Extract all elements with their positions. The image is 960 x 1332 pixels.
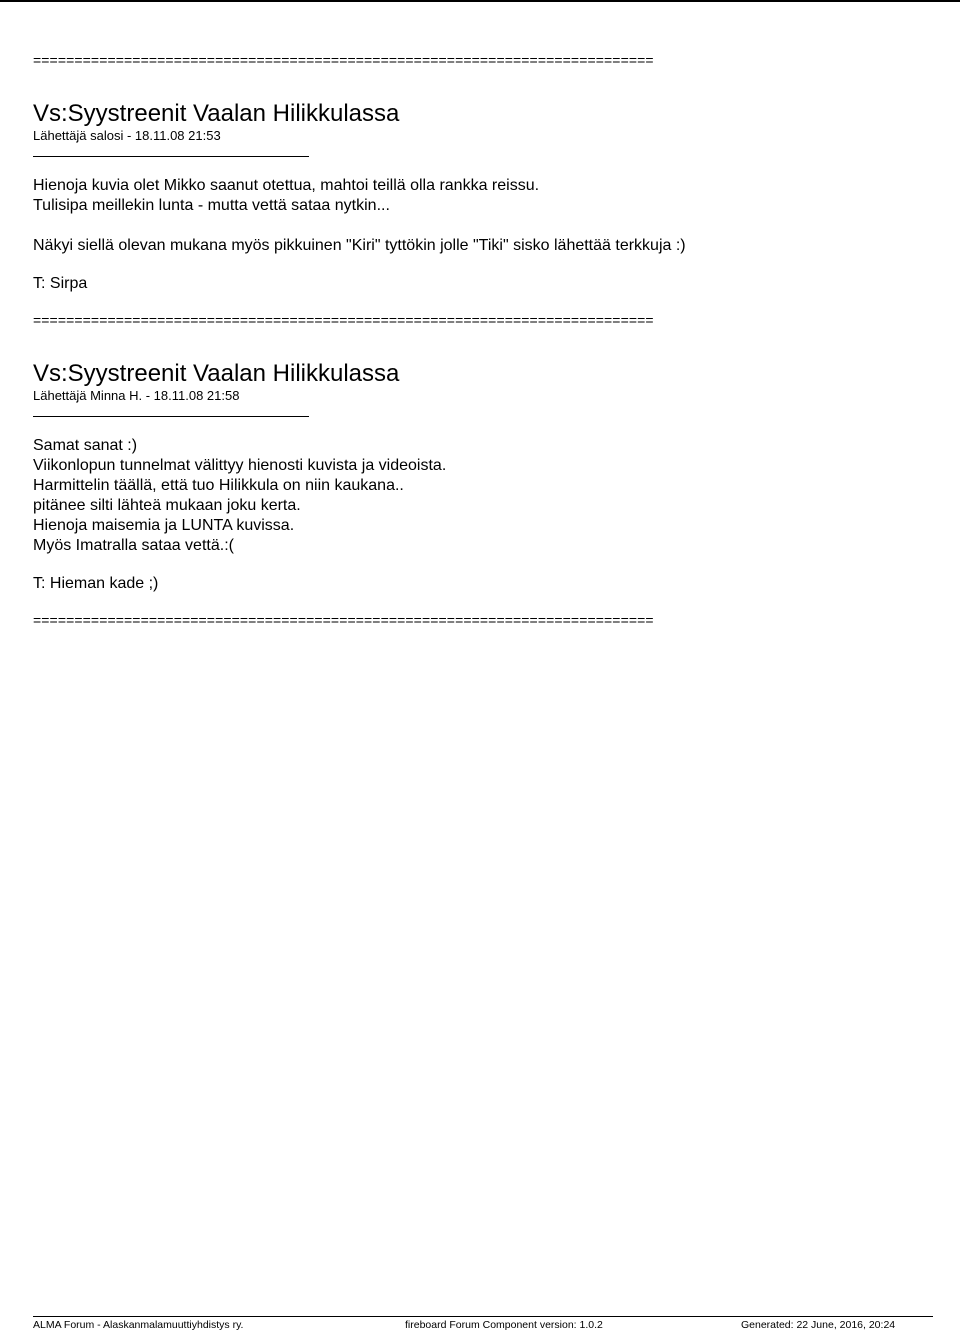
forum-post bbox=[33, 360, 933, 594]
post-body-line bbox=[33, 216, 933, 236]
footer-generated-date: Generated: 22 June, 2016, 20:24 bbox=[741, 1319, 896, 1331]
post-signature: T: Sirpa bbox=[33, 275, 88, 292]
page-top-border bbox=[0, 0, 960, 2]
separator-line: =========================================================================== bbox=[33, 52, 654, 68]
post-body-line: Tulisipa meillekin lunta - mutta vettä sataa nytkin... bbox=[33, 197, 390, 214]
forum-post bbox=[33, 100, 933, 294]
page-footer bbox=[33, 1316, 933, 1332]
post-body-line: Myös Imatralla sataa vettä.:( bbox=[33, 537, 234, 554]
post-signature: T: Hieman kade ;) bbox=[33, 575, 159, 592]
footer-divider bbox=[33, 1316, 933, 1317]
meta-divider bbox=[33, 416, 309, 417]
footer-component-version: fireboard Forum Component version: 1.0.2 bbox=[405, 1319, 603, 1331]
post-body-line: pitänee silti lähteä mukaan joku kerta. bbox=[33, 497, 301, 514]
post-title: Vs:Syystreenit Vaalan Hilikkulassa bbox=[33, 360, 400, 387]
post-body-line: Hienoja kuvia olet Mikko saanut otettua, mahtoi teillä olla rankka reissu. bbox=[33, 177, 540, 194]
post-title: Vs:Syystreenit Vaalan Hilikkulassa bbox=[33, 100, 400, 127]
separator-line: =========================================================================== bbox=[33, 612, 654, 628]
post-body bbox=[33, 176, 933, 256]
footer-forum-name: ALMA Forum - Alaskanmalamuuttiyhdistys ry. bbox=[33, 1319, 244, 1331]
post-meta: Lähettäjä salosi - 18.11.08 21:53 bbox=[33, 128, 221, 143]
post-body-line: Näkyi siellä olevan mukana myös pikkuinen "Kiri" tyttökin jolle "Tiki" sisko lähettää terkkuja :) bbox=[33, 237, 686, 254]
post-body-line: Viikonlopun tunnelmat välittyy hienosti kuvista ja videoista. bbox=[33, 457, 447, 474]
page-content bbox=[33, 52, 933, 628]
post-body-line: Harmittelin täällä, että tuo Hilikkula on niin kaukana.. bbox=[33, 477, 404, 494]
post-body-line: Samat sanat :) bbox=[33, 437, 138, 454]
post-meta: Lähettäjä Minna H. - 18.11.08 21:58 bbox=[33, 388, 240, 403]
separator-line: =========================================================================== bbox=[33, 312, 654, 328]
meta-divider bbox=[33, 156, 309, 157]
post-body bbox=[33, 436, 933, 556]
post-body-line: Hienoja maisemia ja LUNTA kuvissa. bbox=[33, 517, 295, 534]
